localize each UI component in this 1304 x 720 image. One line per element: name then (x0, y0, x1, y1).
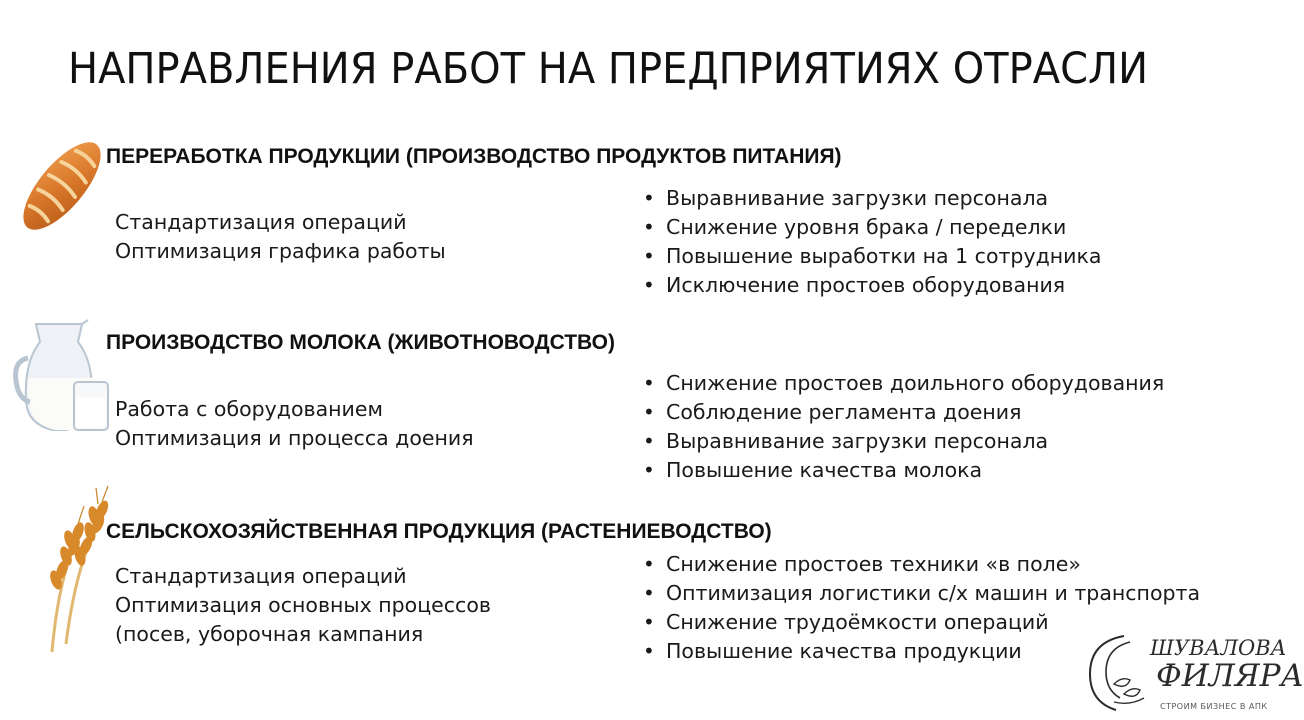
bullet-icon: • (643, 458, 655, 482)
bullet-icon: • (643, 552, 655, 576)
section-summary-milk (115, 395, 474, 453)
section-heading-processing: ПЕРЕРАБОТКА ПРОДУКЦИИ (ПРОИЗВОДСТВО ПРОДУКТОВ ПИТАНИЯ) (106, 145, 842, 168)
section-summary-processing (115, 208, 446, 266)
list-item: • Повышение качества продукции (640, 637, 1200, 666)
bullet-list-milk (640, 369, 1164, 485)
list-item: • Снижение простоев техники «в поле» (640, 550, 1200, 579)
bread-icon (14, 128, 110, 244)
list-item: • Оптимизация логистики с/х машин и транспорта (640, 579, 1200, 608)
bullet-icon: • (643, 610, 655, 634)
summary-line: (посев, уборочная кампания (115, 622, 424, 646)
milk-icon (8, 318, 112, 438)
list-item: • Снижение простоев доильного оборудования (640, 369, 1164, 398)
bullet-list-processing (640, 184, 1101, 300)
bullet-icon: • (643, 429, 655, 453)
bullet-icon: • (643, 581, 655, 605)
list-item: • Снижение трудоёмкости операций (640, 608, 1200, 637)
logo-line1: ШУВАЛОВА (1150, 636, 1287, 660)
page-title: НАПРАВЛЕНИЯ РАБОТ НА ПРЕДПРИЯТИЯХ ОТРАСЛИ (68, 44, 1148, 94)
bullet-icon: • (643, 244, 655, 268)
list-item: • Исключение простоев оборудования (640, 271, 1101, 300)
section-summary-crops (115, 562, 491, 649)
summary-line: Оптимизация и процесса доения (115, 426, 474, 450)
bullet-icon: • (643, 186, 655, 210)
list-item: • Снижение уровня брака / переделки (640, 213, 1101, 242)
list-item: • Повышение качества молока (640, 456, 1164, 485)
wheat-icon (26, 484, 116, 656)
list-item: • Выравнивание загрузки персонала (640, 184, 1101, 213)
bullet-icon: • (643, 273, 655, 297)
bullet-icon: • (643, 371, 655, 395)
logo-line2: ФИЛЯРА (1156, 658, 1304, 694)
list-item: • Соблюдение регламента доения (640, 398, 1164, 427)
company-logo (1084, 628, 1304, 716)
list-item: • Повышение выработки на 1 сотрудника (640, 242, 1101, 271)
summary-line: Оптимизация графика работы (115, 239, 446, 263)
bullet-icon: • (643, 400, 655, 424)
summary-line: Стандартизация операций (115, 210, 407, 234)
summary-line: Работа с оборудованием (115, 397, 383, 421)
bullet-icon: • (643, 639, 655, 663)
list-item: • Выравнивание загрузки персонала (640, 427, 1164, 456)
section-heading-crops: СЕЛЬСКОХОЗЯЙСТВЕННАЯ ПРОДУКЦИЯ (РАСТЕНИЕВОДСТВО) (106, 520, 772, 543)
summary-line: Оптимизация основных процессов (115, 593, 491, 617)
logo-tagline: СТРОИМ БИЗНЕС В АПК (1160, 702, 1268, 711)
section-heading-milk: ПРОИЗВОДСТВО МОЛОКА (ЖИВОТНОВОДСТВО) (106, 331, 616, 354)
summary-line: Стандартизация операций (115, 564, 407, 588)
bullet-icon: • (643, 215, 655, 239)
